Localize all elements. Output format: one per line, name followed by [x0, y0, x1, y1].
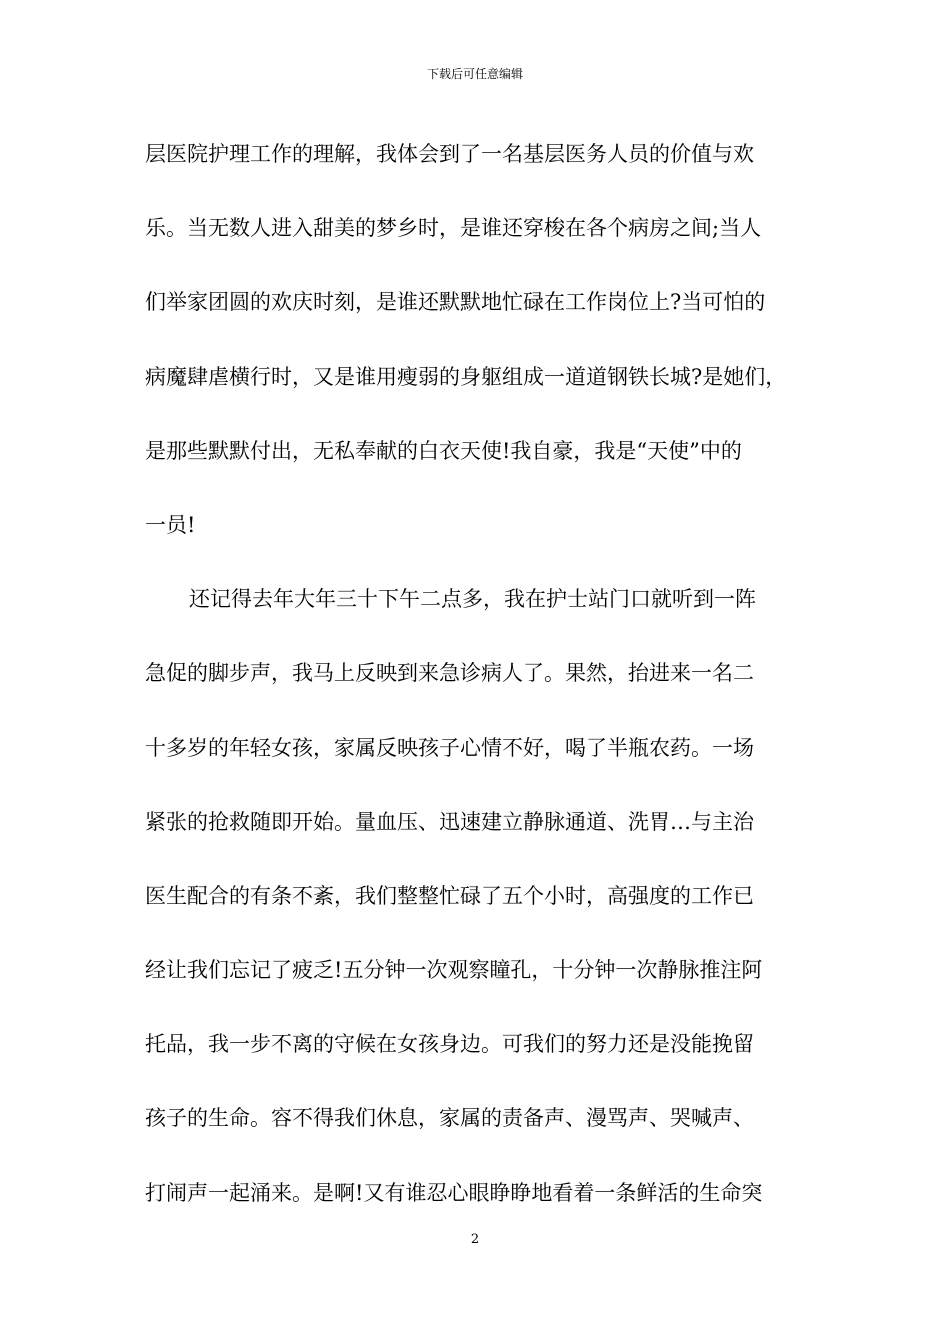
- text-line: 们举家团圆的欢庆时刻，是谁还默默地忙碌在工作岗位上?当可怕的: [145, 290, 766, 315]
- page-number: 2: [470, 1232, 480, 1247]
- text-line: 急促的脚步声，我马上反映到来急诊病人了。果然，抬进来一名二: [145, 661, 754, 686]
- text-line: 层医院护理工作的理解，我体会到了一名基层医务人员的价值与欢: [145, 142, 754, 166]
- text-line: 紧张的抢救随即开始。量血压、迅速建立静脉通道、洗胃…与主治: [145, 809, 754, 834]
- text-line: 一员!: [145, 512, 196, 537]
- text-line: 病魔肆虐横行时，又是谁用瘦弱的身躯组成一道道钢铁长城?是她们，: [145, 364, 787, 389]
- text-line: 是那些默默付出，无私奉献的白衣天使!我自豪，我是“天使”中的: [145, 438, 742, 463]
- page-header: 下载后可任意编辑: [426, 67, 523, 81]
- text-line: 十多岁的年轻女孩，家属反映孩子心情不好，喝了半瓶农药。一场: [145, 735, 754, 760]
- document-body: [145, 130, 825, 1243]
- text-line: 医生配合的有条不紊，我们整整忙碌了五个小时，高强度的工作已: [145, 883, 754, 908]
- text-line: 经让我们忘记了疲乏!五分钟一次观察瞳孔，十分钟一次静脉推注阿: [145, 958, 763, 983]
- paragraph-first-line: 还记得去年大年三十下午二点多，我在护士站门口就听到一阵: [189, 587, 756, 612]
- text-line: 托品，我一步不离的守候在女孩身边。可我们的努力还是没能挽留: [145, 1032, 754, 1057]
- text-line: 打闹声一起涌来。是啊!又有谁忍心眼睁睁地看着一条鲜活的生命突: [145, 1180, 763, 1205]
- text-line: 孩子的生命。容不得我们休息，家属的责备声、漫骂声、哭喊声、: [145, 1106, 754, 1131]
- text-line: 乐。当无数人进入甜美的梦乡时，是谁还穿梭在各个病房之间;当人: [145, 216, 762, 241]
